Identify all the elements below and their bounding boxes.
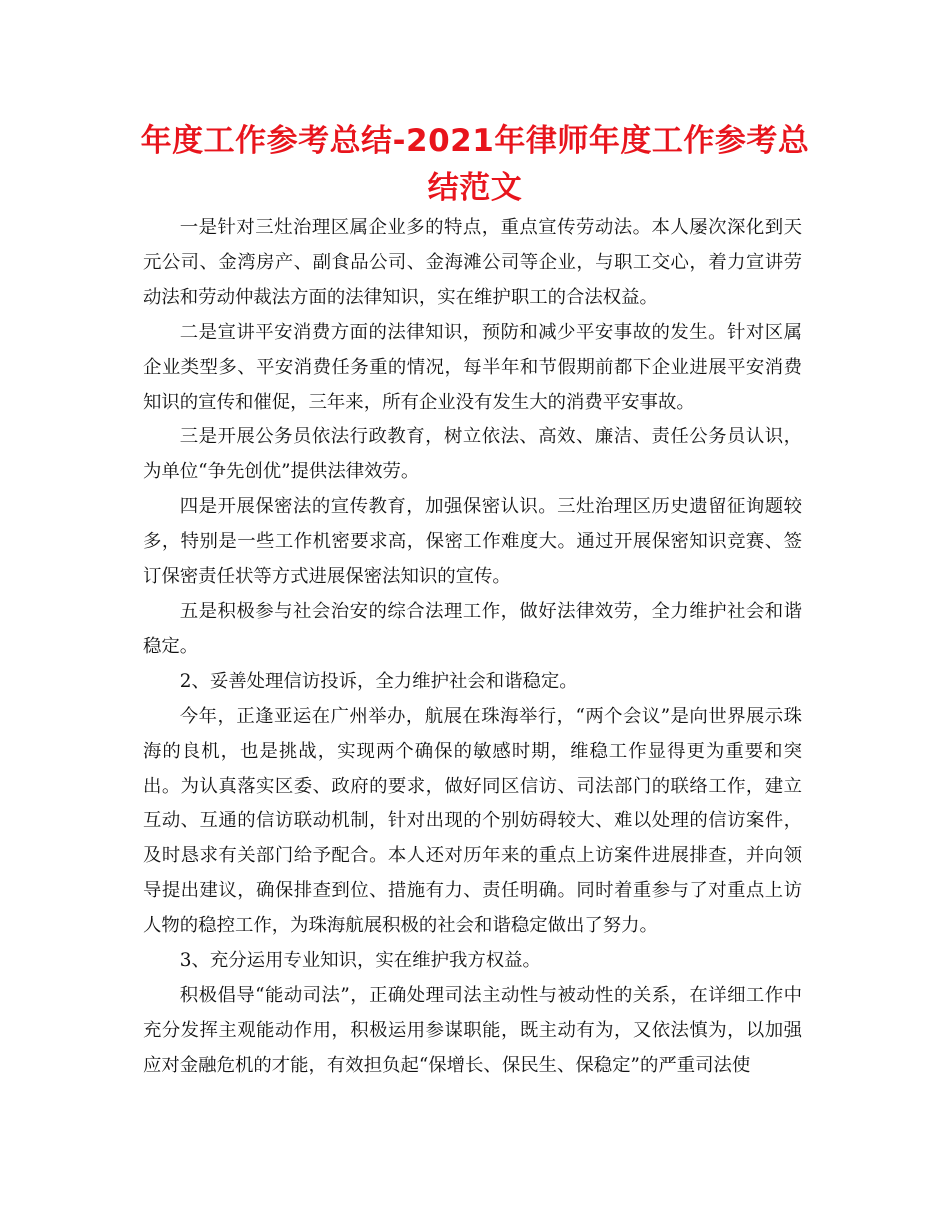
document-body — [143, 211, 802, 1084]
paragraph: 积极倡导“能动司法”，正确处理司法主动性与被动性的关系，在详细工作中充分发挥主观能动作用，积极运用参谋职能，既主动有为，又依法慎为，以加强应对金融危机的才能，有效担负起“保增长、保民生、保稳定”的严重司法使 — [143, 984, 802, 1076]
paragraph: 今年，正逢亚运在广州举办，航展在珠海举行，“两个会议”是向世界展示珠海的良机，也是挑战，实现两个确保的敏感时期，维稳工作显得更为重要和突出。为认真落实区委、政府的要求，做好同区信访、司法部门的联络工作，建立互动、互通的信访联动机制，针对出现的个别妨碍较大、难以处理的信访案件，及时恳求有关部门给予配合。本人还对历年来的重点上访案件进展排查，并向领导提出建议，确保排查到位、措施有力、责任明确。同时着重参与了对重点上访人物的稳控工作，为珠海航展积极的社会和谐稳定做出了努力。 — [143, 705, 802, 937]
section-heading: 2、妥善处理信访投诉，全力维护社会和谐稳定。 — [179, 670, 578, 692]
paragraph: 一是针对三灶治理区属企业多的特点，重点宣传劳动法。本人屡次深化到天元公司、金湾房产、副食品公司、金海滩公司等企业，与职工交心，着力宣讲劳动法和劳动仲裁法方面的法律知识，实在维护职工的合法权益。 — [143, 217, 802, 308]
section-heading: 3、充分运用专业知识，实在维护我方权益。 — [179, 950, 541, 972]
paragraph: 四是开展保密法的宣传教育，加强保密认识。三灶治理区历史遗留征询题较多，特别是一些工作机密要求高，保密工作难度大。通过开展保密知识竞赛、签订保密责任状等方式进展保密法知识的宣传。 — [143, 496, 802, 588]
document-title: 年度工作参考总结-2021年律师年度工作参考总结范文 — [140, 123, 810, 206]
paragraph: 五是积极参与社会治安的综合法理工作，做好法律效劳，全力维护社会和谐稳定。 — [143, 600, 802, 657]
paragraph: 三是开展公务员依法行政教育，树立依法、高效、廉洁、责任公务员认识，为单位“争先创优”提供法律效劳。 — [143, 426, 802, 483]
paragraph: 二是宣讲平安消费方面的法律知识，预防和减少平安事故的发生。针对区属企业类型多、平安消费任务重的情况，每半年和节假期前都下企业进展平安消费知识的宣传和催促，三年来，所有企业没有发生大的消费平安事故。 — [143, 321, 802, 413]
